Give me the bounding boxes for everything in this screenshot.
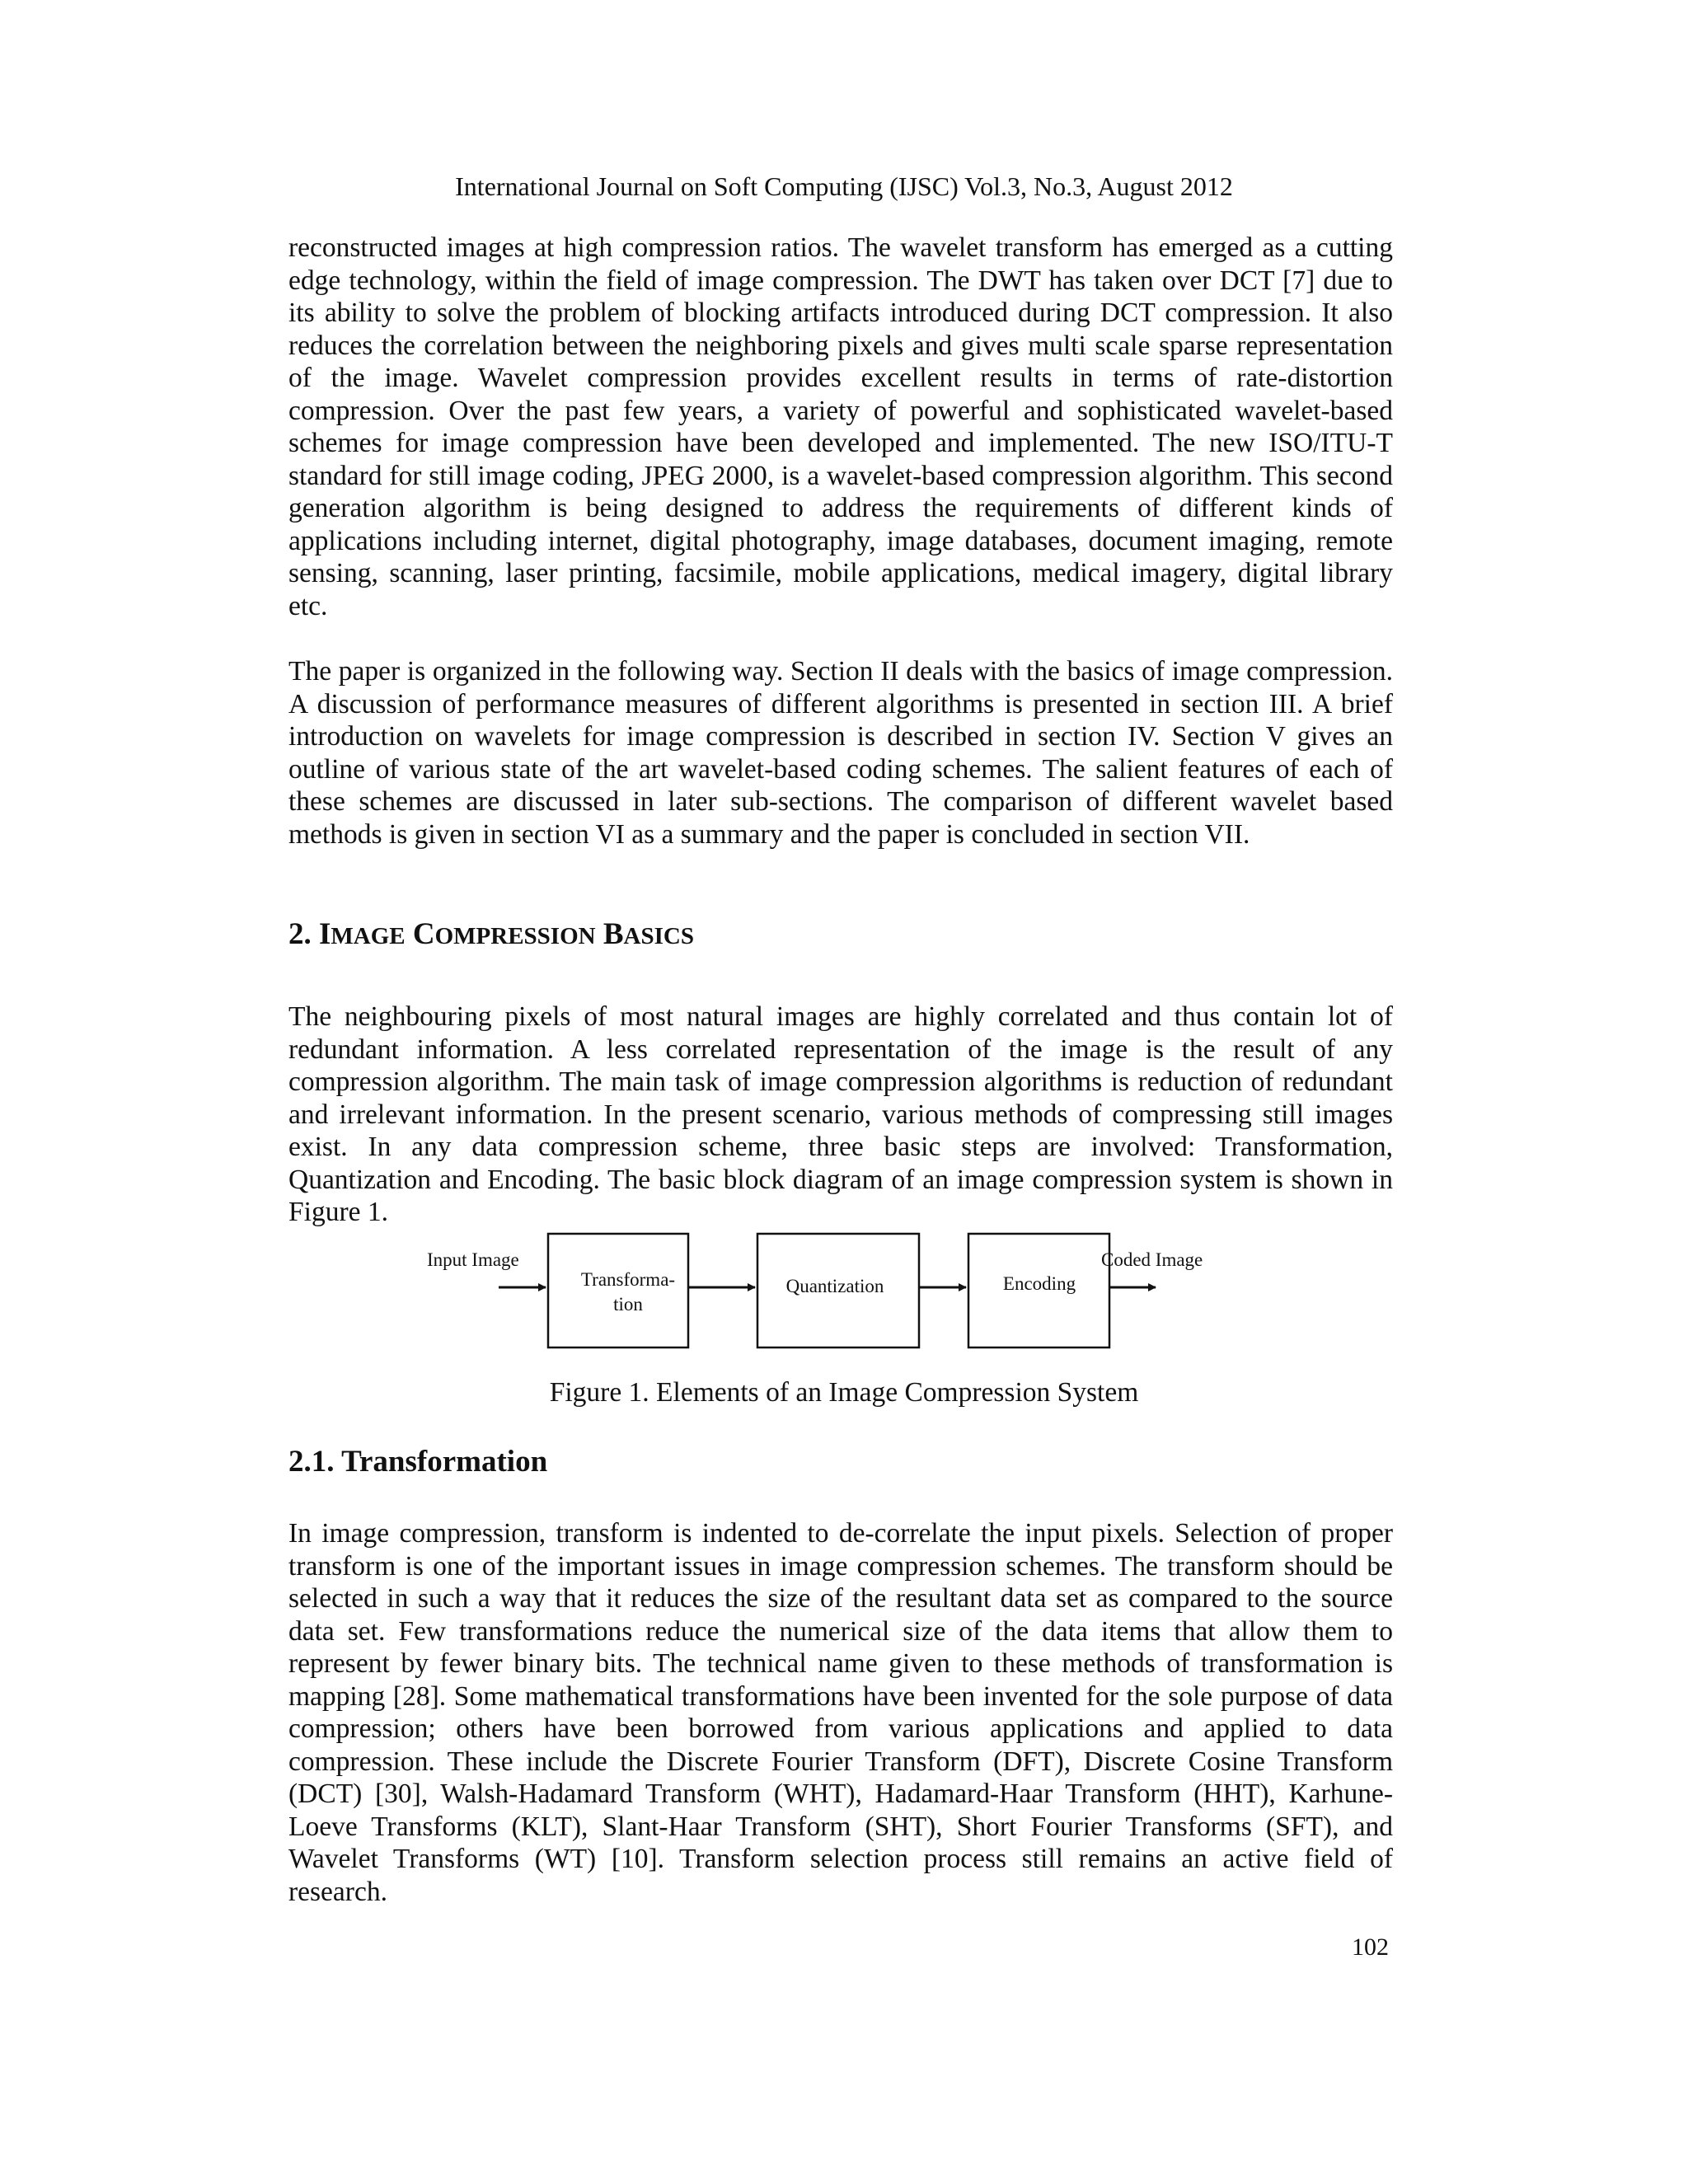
subsection-heading: 2.1. Transformation xyxy=(288,1445,548,1479)
section-paragraph: The neighbouring pixels of most natural images are highly correlated and thus contain lot of redundant information. A less correlated representation of the image is the result of any compression algorithm. The main task of image compression algorithms is reduction of redundant and irrelevant information. In the present scenario, various methods of compressing still images exist. In any data compression scheme, three basic steps are involved: Transformation, Quantization and Encoding. The basic block diagram of an image compression system is shown in Figure 1. xyxy=(288,1001,1393,1227)
section-number: 2. xyxy=(288,917,312,951)
encoding-block-label: Encoding xyxy=(1002,1273,1076,1294)
figure-caption: Figure 1. Elements of an Image Compression System xyxy=(549,1377,1139,1408)
intro-paragraph-2: The paper is organized in the following way. Section II deals with the basics of image compression. A discussion of performance measures of different algorithms is presented in section III. A brief introduction on wavelets for image compression is described in section IV. Section V gives an outline of various state of the art wavelet-based coding schemes. The salient features of each of these schemes are discussed in later sub-sections. The comparison of different wavelet based methods is given in section VI as a summary and the paper is concluded in section VII. xyxy=(288,656,1393,850)
quantization-block-label: Quantization xyxy=(785,1276,884,1296)
transformation-block-label-line2: tion xyxy=(613,1294,643,1315)
subsection-paragraph: In image compression, transform is indented to de-correlate the input pixels. Selection of proper transform is one of the important issues in image compression schemes. The transform should be selected in such a way that it reduces the size of the resultant data set as compared to the source data set. Few transformations reduce the numerical size of the data items that allow them to represent by fewer binary bits. The technical name given to these methods of transformation is mapping [28]. Some mathematical transformations have been invented for the sole purpose of data compression; others have been borrowed from various applications and applied to data compression. These include the Discrete Fourier Transform (DFT), Discrete Cosine Transform (DCT) [30], Walsh-Hadamard Transform (WHT), Hadamard-Haar Transform (HHT), Karhune-Loeve Transforms (KLT), Slant-Haar Transform (SHT), Short Fourier Transforms (SFT), and Wavelet Transforms (WT) [10]. Transform selection process still remains an active field of research. xyxy=(288,1518,1393,1907)
page-number: 102 xyxy=(1352,1933,1389,1961)
section-title-word-2: COMPRESSION xyxy=(412,917,596,951)
coded-image-label: Coded Image xyxy=(1101,1249,1203,1270)
transformation-block xyxy=(548,1234,688,1347)
section-title-word-3: BASICS xyxy=(603,917,694,951)
transformation-block-label-line1: Transforma- xyxy=(580,1269,676,1290)
section-title-word-1: IMAGE xyxy=(319,917,406,951)
input-image-label: Input Image xyxy=(427,1249,519,1270)
running-header: International Journal on Soft Computing (IJSC) Vol.3, No.3, August 2012 xyxy=(455,171,1233,201)
intro-paragraph-1: reconstructed images at high compression ratios. The wavelet transform has emerged as a cutting edge technology, within the field of image compression. The DWT has taken over DCT [7] due to its ability to solve the problem of blocking artifacts introduced during DCT compression. It also reduces the correlation between the neighboring pixels and gives multi scale sparse representation of the image. Wavelet compression provides excellent results in terms of rate-distortion compression. Over the past few years, a variety of powerful and sophisticated wavelet-based schemes for image compression have been developed and implemented. The new ISO/ITU-T standard for still image coding, JPEG 2000, is a wavelet-based compression algorithm. This second generation algorithm is being designed to address the requirements of different kinds of applications including internet, digital photography, image databases, document imaging, remote sensing, scanning, laser printing, facsimile, mobile applications, medical imagery, digital library etc. xyxy=(288,232,1393,621)
